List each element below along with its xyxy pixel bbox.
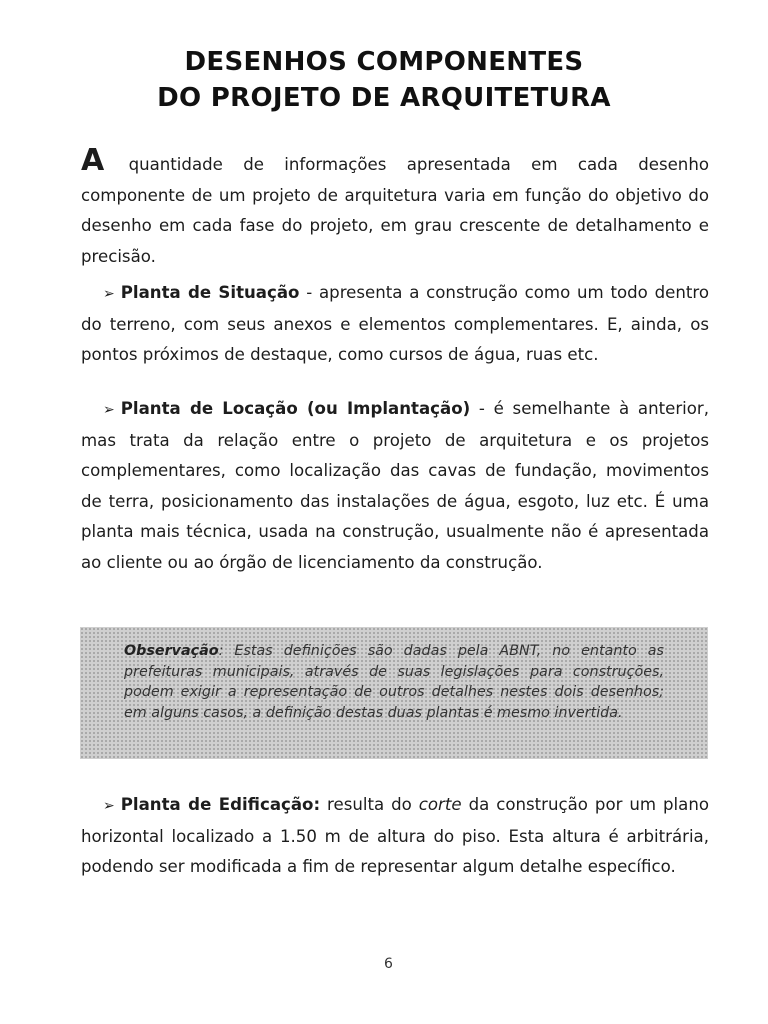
intro-text: quantidade de informações apresentada em cada desenho componente de um projeto de arquitetura varia em função do objetivo do desenho em cada fase do projeto, em grau crescente de detalhamento e precisão. bbox=[81, 155, 709, 266]
title-line-1: DESENHOS COMPONENTES bbox=[184, 47, 584, 77]
item-emphasis: corte bbox=[418, 795, 462, 814]
observation-label: Observação bbox=[124, 643, 219, 659]
item-planta-locacao bbox=[81, 394, 709, 578]
observation-box bbox=[80, 627, 708, 759]
arrow-bullet-icon: ➢ bbox=[103, 286, 115, 302]
page-number: 6 bbox=[384, 956, 393, 972]
item-term: Planta de Locação (ou Implantação) bbox=[120, 399, 471, 418]
page-title bbox=[0, 44, 768, 116]
observation-body: : Estas definições são dadas pela ABNT, no entanto as prefeituras municipais, através de suas legislações para construções, podem exigir a representação de outros detalhes nestes dois desenhos; em alguns casos, a definição destas duas plantas é mesmo invertida. bbox=[124, 643, 664, 721]
drop-cap: A bbox=[81, 143, 105, 178]
item-text: - apresenta a construção como um todo dentro do terreno, com seus anexos e elementos complementares. E, ainda, os pontos próximos de destaque, como cursos de água, ruas etc. bbox=[81, 283, 709, 364]
item-planta-situacao bbox=[81, 278, 709, 371]
item-term: Planta de Situação bbox=[120, 283, 300, 302]
item-text-after: da construção por um plano horizontal localizado a 1.50 m de altura do piso. Esta altura é arbitrária, podendo ser modificada a fim de representar algum detalhe específico. bbox=[81, 795, 710, 876]
arrow-bullet-icon: ➢ bbox=[103, 798, 115, 814]
arrow-bullet-icon: ➢ bbox=[103, 402, 115, 418]
title-line-2: DO PROJETO DE ARQUITETURA bbox=[157, 83, 611, 113]
intro-paragraph bbox=[81, 143, 709, 272]
item-term: Planta de Edificação: bbox=[120, 795, 321, 814]
item-planta-edificacao bbox=[81, 790, 709, 883]
observation-text bbox=[124, 641, 664, 723]
item-text-before: resulta do bbox=[320, 795, 419, 814]
item-text: - é semelhante à anterior, mas trata da relação entre o projeto de arquitetura e os projetos complementares, como localização das cavas de fundação, movimentos de terra, posicionamento das instalações de água, esgoto, luz etc. É uma planta mais técnica, usada na construção, usualmente não é apresentada ao cliente ou ao órgão de licenciamento da construção. bbox=[81, 399, 709, 572]
